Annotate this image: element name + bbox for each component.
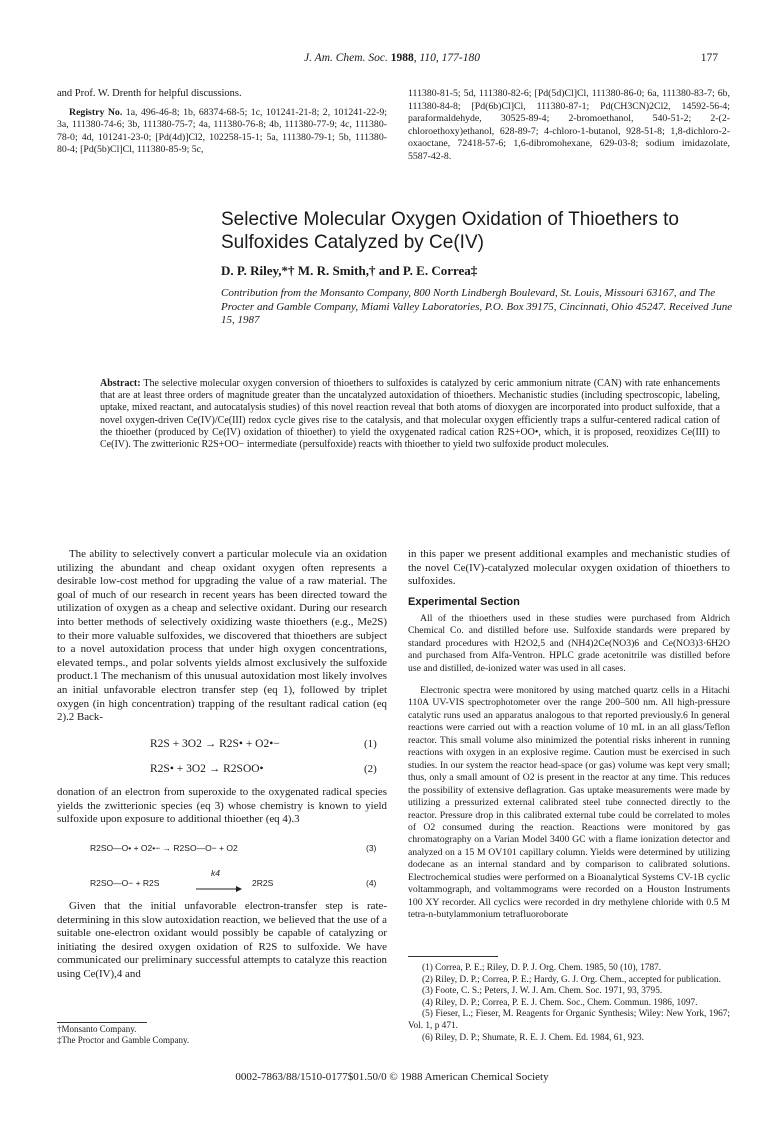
prev-article-left [57,88,387,157]
references-list [408,963,730,1044]
equation-4-number: (4) [366,878,377,888]
equation-3-number: (3) [366,843,377,853]
abstract-label: Abstract: [100,378,141,389]
experimental-paragraph-1: All of the thioethers used in these studies were purchased from Aldrich Chemical Co. and distilled before use. Sulfoxide standards were prepared by standard procedures with H2O2,5 and (NH4)2Ce(NO3)6 and Ce(NO3)3·6H2O and purchased from Alfa-Ventron. HPLC grade acetonitrile was distilled before use and distilled, de-ionized water was used in all cases. [408,613,730,674]
journal-volume: 110 [419,52,436,64]
equation-4-arrow [196,880,242,888]
footnote-procter-gamble: ‡The Proctor and Gamble Company. [57,1035,190,1045]
article-title: Selective Molecular Oxygen Oxidation of Thioethers to Sulfoxides Catalyzed by Ce(IV) [221,209,679,253]
running-header: J. Am. Chem. Soc. 1988, 110, 177-180 [304,52,480,64]
page-footer: 0002-7863/88/1510-0177$01.50/0 © 1988 American Chemical Society [235,1071,549,1083]
registry-left-text: 1a, 496-46-8; 1b, 68374-68-5; 1c, 101241-21-8; 2, 101241-22-9; 3a, 111380-74-6; 3b, 111380-75-7; 4a, 111380-76-8; 4b, 111380-77-9; 4c, 111380-78-0; 4d, 101241-23-0; [Pd(4d)]Cl2, 102258-15-1; 5a, 111380-79-1; 5b, 111380-80-4; [Pd(5b)Cl]Cl, 111380-85-9; 5c, [57,106,387,156]
journal-name: J. Am. Chem. Soc. [304,52,388,64]
equation-3: R2SO—O• + O2•− → R2SO—O− + O2 [90,843,238,853]
abstract [100,378,720,451]
reference-1: (1) Correa, P. E.; Riley, D. P. J. Org. Chem. 1985, 50 (10), 1787. [422,963,662,973]
intro-paragraph-1: The ability to selectively convert a particular molecule via an oxidation utilizing the abundant and cheap oxidant oxygen often represents a desirable low-cost method for upgrading the value of a raw material. The goal of much of our research in recent years has been directed toward the utilization of oxygen as a cheap and selective oxidant. During our research into better methods of selectively oxidizing waste thioethers (e.g., Me2S) to their more valuable sulfoxides, we discovered that thioethers are subject to a novel autoxidation process that under high oxygen concentrations, elevated temps., and polar solvents yields almost exclusively the sulfoxide product.1 The mechanism of this unusual autoxidation most likely involves an initial unfavorable electron transfer step (eq 1), followed by triplet oxygen (in high concentration) trapping of the resultant radical cation (eq 2).2 Back- [57,548,387,724]
references-rule [408,956,498,957]
abstract-text: The selective molecular oxygen conversion of thioethers to sulfoxides is catalyzed by ceric ammonium nitrate (CAN) with rate enhancements that are at least three orders of magnitude greater than the uncatalyzed autoxidation of thioethers. Mechanistic studies (including spectroscopic, labeling, uptake, mixed reactant, and autocatalysis studies) of this novel reaction reveal that both atoms of dioxygen are incorporated into product sulfoxide, that a novel oxygen-driven Ce(IV)/Ce(III) redox cycle gives rise to the catalysis, and that molecular oxygen efficiently traps a sulfur-centered radical cation of the thioether (produced by Ce(IV) oxidation of thioether) to yield the oxygenated radical cation R2S+OO•, which, it is proposed, reoxidizes Ce(III) to Ce(IV). The zwitterionic R2S+OO− intermediate (persulfoxide) reacts with thioether to yield two sulfoxide product molecules. [100,378,720,451]
journal-pages: , 177-180 [435,52,480,64]
registry-numbers-left [57,107,387,157]
equation-2: R2S• + 3O2 → R2SOO• [150,763,264,775]
reference-2: (2) Riley, D. P.; Correa, P. E.; Hardy, G. J. Org. Chem., accepted for publication. [422,974,721,985]
acknowledgment: and Prof. W. Drenth for helpful discussions. [57,88,242,99]
experimental-paragraph-2: Electronic spectra were monitored by using matched quartz cells in a Hitachi 110A UV-VIS spectrophotometer over the range 200–500 nm. All high-pressure catalytic runs used an apparatus analogous to that reported previously.6 In general reactions were carried out with a reaction volume of 10 mL in an all glass/Teflon reactor. This small volume also minimized the potential risks inherent in running reactions with oxygen in an explosive regime. Caution must be exercised in such studies. In our system the reactor head-space (or gas) volume was kept very small; thus, only a small amount of O2 is present in the reactor at any time. This reduces the possibility of extensive deflagration. Gas uptake measurements were made by utilizing a pressurized external calibrated steel tube connected directly to the reactor. Pressure drop in this calibrated external tube could be correlated to moles of O2 consumed during the reaction. Reactions were monitored by gas chromatography on a Varian Model 3400 GC with a flame ionization detector and analyzed on a 15 M OV101 capillary column. Yields were determined by utilizing dodecane as an internal standard and by comparison to calibrated solutions. Electrochemical studies were performed on a Bioanalytical Systems CV-1B cyclic voltammograph, and voltammograms were recorded on a Houston Instruments 100 XY recorder. All cyclics were recorded in dry methylene chloride with 0.5 M tetra-n-butylammonium tetrafluoroborate [408,685,730,921]
equation-4-rate-constant: k4 [211,868,220,878]
page-number: 177 [700,52,718,64]
reference-4: (4) Riley, D. P.; Correa, P. E. J. Chem. Soc., Chem. Commun. 1986, 1097. [422,997,698,1008]
article-authors: D. P. Riley,*† M. R. Smith,† and P. E. Correa‡ [221,263,478,278]
equation-1-number: (1) [364,738,377,750]
journal-year: 1988 [390,52,414,64]
intro-paragraph-3: Given that the initial unfavorable electron-transfer step is rate-determining in this slow autoxidation reaction, we believed that the use of a suitable one-electron oxidant would possibly be capable of catalyzing or initiating the desired oxygen oxidation of R2S to sulfoxide. We have communicated our preliminary successful attempts to catalyze this reaction using Ce(IV),4 and [57,900,387,980]
equation-4-lhs: R2SO—O− + R2S [90,878,160,888]
reference-5: (5) Fieser, L.; Fieser, M. Reagents for Organic Synthesis; Wiley: New York, 1967; Vol. 1, p 471. [408,1009,730,1031]
intro-paragraph-right: in this paper we present additional examples and mechanistic studies of the novel Ce(IV)-catalyzed molecular oxygen oxidation of thioethers to sulfoxides. [408,548,730,588]
equation-1: R2S + 3O2 → R2S• + O2•− [150,738,280,750]
section-heading-experimental: Experimental Section [408,596,520,608]
equation-4-rhs: 2R2S [252,878,274,888]
reference-6: (6) Riley, D. P.; Shumate, R. E. J. Chem. Ed. 1984, 61, 923. [422,1032,644,1043]
footnote-rule-left [57,1022,147,1023]
registry-label: Registry No. [69,106,123,118]
reference-3: (3) Foote, C. S.; Peters, J. W. J. Am. Chem. Soc. 1971, 93, 3795. [422,986,663,997]
article-affiliation: Contribution from the Monsanto Company, 800 North Lindbergh Boulevard, St. Louis, Missouri 63167, and The Procter and Gamble Company, Miami Valley Laboratories, P.O. Box 39175, Cincinnati, Ohio 45247. Received June 15, 1987 [221,287,733,326]
registry-numbers-right: 111380-81-5; 5d, 111380-82-6; [Pd(5d)Cl]Cl, 111380-86-0; 6a, 111380-83-7; 6b, 111380-84-8; [Pd(6b)Cl]Cl, 111380-87-1; Pd(CH3CN)2Cl2, 14592-56-4; paraformaldehyde, 30525-89-4; 2-bromoethanol, 540-51-2; 2-(2-chloroethoxy)ethanol, 628-89-7; 4-chloro-1-butanol, 928-51-8; 1,8-dichloro-2-oxaoctane, 72418-57-6; 1,6-dibromohexane, 629-03-8; sodium imidazolate, 5587-42-8. [408,88,730,162]
intro-paragraph-2: donation of an electron from superoxide to the oxygenated radical species yields the zwitterionic species (eq 3) whose chemistry is known to yield sulfoxide upon exposure to additional thioether (eq 4).3 [57,786,387,826]
footnote-monsanto: †Monsanto Company. [57,1024,137,1034]
equation-2-number: (2) [364,763,377,775]
